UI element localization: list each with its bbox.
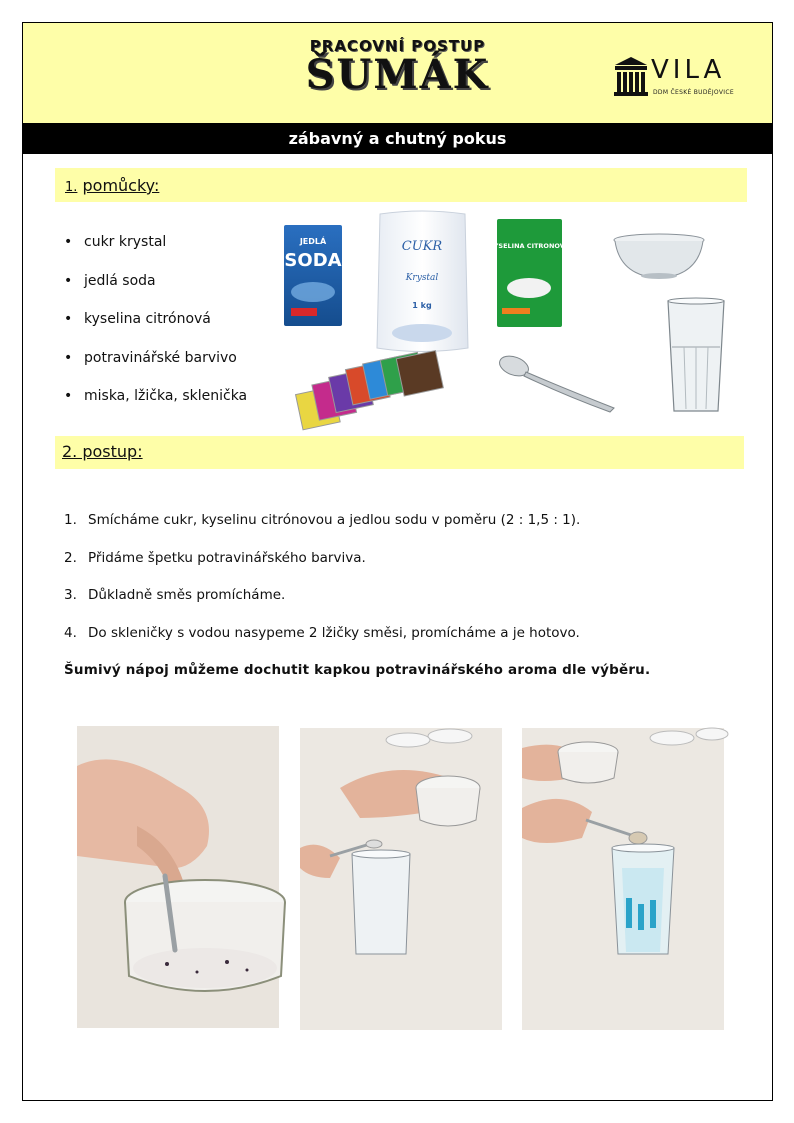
tools-list — [64, 234, 247, 427]
list-item: • cukr krystal — [64, 234, 247, 273]
header-title: ŠUMÁK — [305, 51, 490, 98]
step-text: Přidáme špetku potravinářského barviva. — [88, 549, 366, 566]
glass-bowl-image — [612, 232, 707, 282]
sugar-label: CUKR — [401, 239, 443, 254]
procedure-step — [64, 550, 744, 588]
tools-heading-bar — [55, 168, 747, 202]
list-item: • potravinářské barvivo — [64, 350, 247, 389]
building-icon — [613, 55, 649, 97]
sugar-sub-label: Krystal — [405, 273, 439, 283]
step-number: 3. — [64, 587, 77, 603]
procedure-heading: 2. postup: — [62, 442, 143, 461]
header — [23, 23, 772, 123]
procedure-heading-bar — [55, 436, 744, 469]
tools-heading: pomůcky: — [82, 176, 160, 195]
procedure-step — [64, 625, 744, 663]
sugar-bag-image — [374, 208, 471, 355]
logo-subtext: DDM ČESKÉ BUDĚJOVICE — [653, 89, 734, 96]
drinking-glass-image — [666, 297, 726, 415]
list-item: • miska, lžička, sklenička — [64, 388, 247, 427]
photo-stirring-glass — [522, 728, 724, 1030]
food-color-sachets-image — [290, 357, 450, 422]
citric-acid-packet-image — [488, 218, 570, 328]
step-text: Do skleničky s vodou nasypeme 2 lžičky směsi, promícháme a je hotovo. — [88, 624, 580, 641]
logo-text: VILA — [651, 55, 726, 85]
step-number: 1. — [64, 512, 77, 528]
soda-packet-image — [283, 224, 343, 327]
step-number: 2. — [64, 549, 77, 566]
step-text: Smícháme cukr, kyselinu citrónovou a jedlou sodu v poměru (2 : 1,5 : 1). — [88, 512, 581, 528]
spoon-image — [498, 352, 618, 414]
procedure-steps — [64, 512, 744, 678]
step-text: Důkladně směs promícháme. — [88, 587, 286, 603]
photo-adding-mixture — [300, 728, 502, 1030]
sugar-weight: 1 kg — [412, 301, 432, 310]
list-item: • jedlá soda — [64, 273, 247, 312]
list-item: • kyselina citrónová — [64, 311, 247, 350]
photo-mixing-bowl — [77, 726, 279, 1028]
subtitle-band: zábavný a chutný pokus — [23, 123, 772, 154]
final-note: Šumivý nápoj můžeme dochutit kapkou potravinářského aroma dle výběru. — [64, 662, 651, 678]
soda-label-main: SODA — [284, 250, 342, 271]
tools-heading-number: 1. — [65, 180, 78, 195]
vila-logo — [613, 55, 743, 101]
step-number: 4. — [64, 624, 77, 641]
soda-label-top: JEDLÁ — [299, 237, 327, 246]
citric-label: KYSELINA CITRONOVÁ — [488, 242, 570, 250]
header-subtitle: PRACOVNÍ POSTUP — [309, 37, 486, 55]
procedure-step — [64, 512, 744, 550]
procedure-step — [64, 587, 744, 625]
